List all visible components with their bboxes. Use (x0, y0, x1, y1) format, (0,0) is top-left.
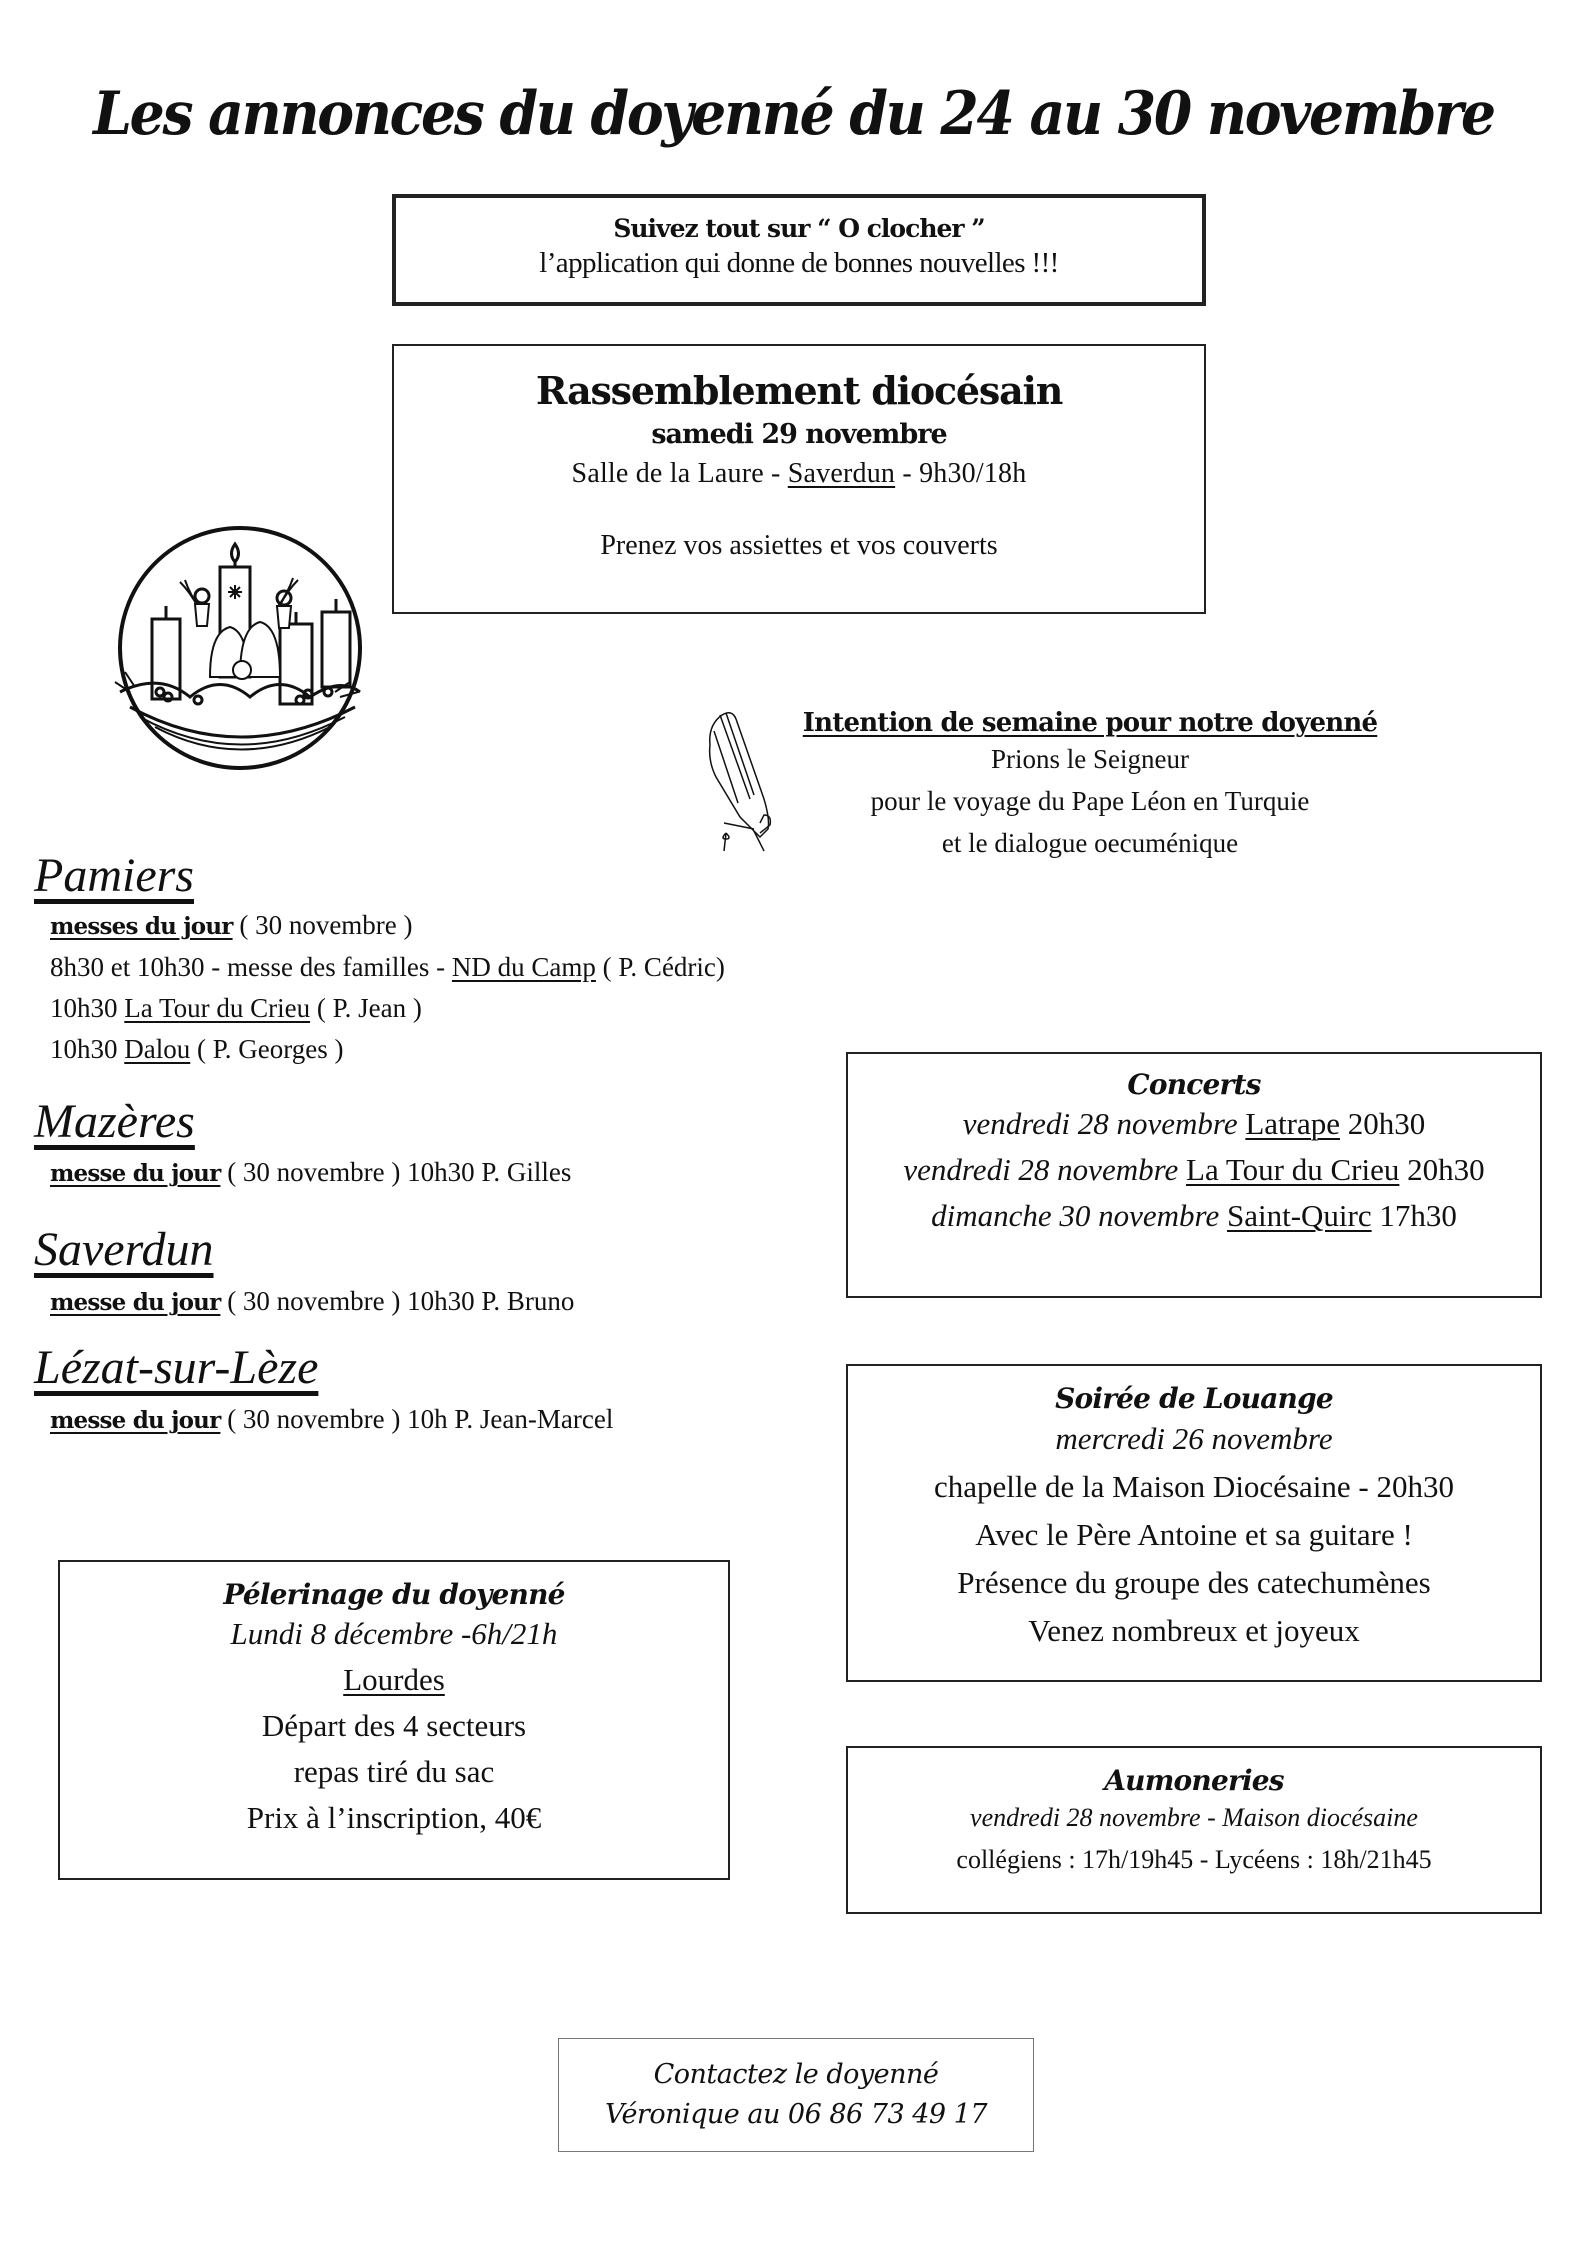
concert-row (848, 1147, 1540, 1193)
pelerinage-box (58, 1560, 730, 1880)
intention-block (790, 708, 1390, 864)
aumoneries-box (846, 1746, 1542, 1914)
parish-saverdun-heading: Saverdun (34, 1223, 214, 1276)
pelerinage-date: Lundi 8 décembre -6h/21h (230, 1616, 558, 1651)
mass-label: messes du jour (50, 913, 233, 940)
louange-line: chapelle de la Maison Diocésaine - 20h30 (934, 1469, 1454, 1504)
oclocher-line-2: l’application qui donne de bonnes nouvelles !!! (539, 247, 1059, 279)
rassemblement-title: Rassemblement diocésain (535, 368, 1063, 413)
louange-date: mercredi 26 novembre (1055, 1421, 1333, 1456)
intention-line: pour le voyage du Pape Léon en Turquie (870, 786, 1310, 816)
rassemblement-date: samedi 29 novembre (651, 419, 947, 450)
time-text: - 9h30/18h (895, 458, 1027, 489)
parish-lezat-heading: Lézat-sur-Lèze (34, 1341, 319, 1394)
concert-place: Latrape (1245, 1106, 1341, 1141)
louange-line: Avec le Père Antoine et sa guitare ! (975, 1517, 1413, 1552)
mass-details: ( 30 novembre ) 10h P. Jean-Marcel (220, 1404, 614, 1434)
pelerinage-line: repas tiré du sac (293, 1754, 495, 1789)
contact-box (558, 2038, 1034, 2152)
concert-date: dimanche 30 novembre (931, 1198, 1227, 1233)
pamiers-mass-line (50, 993, 422, 1024)
oclocher-line-1: Suivez tout sur “ O clocher ” (613, 214, 985, 243)
intention-heading: Intention de semaine pour notre doyenné (802, 708, 1378, 738)
praying-hands-icon (702, 705, 780, 853)
concert-date: vendredi 28 novembre (903, 1152, 1187, 1187)
place-text: Salle de la Laure - (571, 458, 788, 489)
mass-time: 10h30 (50, 993, 125, 1023)
rassemblement-box (392, 344, 1206, 614)
rassemblement-place (394, 458, 1204, 490)
location-link: ND du Camp (451, 952, 596, 982)
rassemblement-note: Prenez vos assiettes et vos couverts (600, 530, 998, 561)
mass-date: ( 30 novembre ) (232, 910, 413, 940)
priest: ( P. Cédric) (595, 952, 725, 982)
intention-line: Prions le Seigneur (991, 744, 1189, 774)
concert-row (848, 1193, 1540, 1239)
mass-time: 8h30 et 10h30 - messe des familles - (50, 952, 452, 982)
concert-date: vendredi 28 novembre (962, 1106, 1246, 1141)
concert-place: La Tour du Crieu (1186, 1152, 1400, 1187)
pelerinage-title: Pélerinage du doyenné (223, 1578, 565, 1611)
mass-time: 10h30 (50, 1034, 125, 1064)
pamiers-mass-line (50, 1034, 343, 1065)
concerts-box (846, 1052, 1542, 1298)
location-link: Dalou (124, 1034, 191, 1064)
lezat-mass-line (50, 1404, 613, 1435)
parish-mazeres-heading: Mazères (34, 1095, 195, 1148)
intention-line: et le dialogue oecuménique (941, 828, 1239, 858)
aumoneries-title: Aumoneries (1104, 1764, 1284, 1797)
priest: ( P. Georges ) (190, 1034, 344, 1064)
location-link: La Tour du Crieu (124, 993, 311, 1023)
concert-time: 17h30 (1371, 1198, 1457, 1233)
contact-phone: Véronique au 06 86 73 49 17 (604, 2099, 988, 2130)
place-link-saverdun: Saverdun (787, 458, 896, 489)
saverdun-mass-line (50, 1286, 574, 1317)
concert-time: 20h30 (1340, 1106, 1426, 1141)
concerts-title: Concerts (1127, 1068, 1261, 1101)
pamiers-mass-header (50, 910, 413, 941)
mass-label: messe du jour (50, 1160, 221, 1187)
pelerinage-line: Prix à l’inscription, 40€ (246, 1800, 542, 1835)
aumoneries-date: vendredi 28 novembre - Maison diocésaine (970, 1803, 1418, 1832)
louange-line: Présence du groupe des catechumènes (957, 1565, 1431, 1600)
mass-label: messe du jour (50, 1407, 221, 1434)
mass-details: ( 30 novembre ) 10h30 P. Bruno (220, 1286, 575, 1316)
concert-time: 20h30 (1399, 1152, 1485, 1187)
place-link-lourdes: Lourdes (343, 1662, 445, 1697)
mass-label: messe du jour (50, 1289, 221, 1316)
louange-line: Venez nombreux et joyeux (1028, 1613, 1360, 1648)
page-title: Les annonces du doyenné du 24 au 30 novembre (93, 79, 1494, 149)
mazeres-mass-line (50, 1157, 571, 1188)
pelerinage-line: Départ des 4 secteurs (261, 1708, 527, 1743)
concert-row (848, 1101, 1540, 1147)
concert-place: Saint-Quirc (1226, 1198, 1372, 1233)
pelerinage-place (60, 1657, 728, 1703)
parish-pamiers-heading: Pamiers (34, 849, 194, 902)
oclocher-app-box (392, 194, 1206, 306)
louange-box (846, 1364, 1542, 1682)
louange-title: Soirée de Louange (1055, 1382, 1333, 1415)
pamiers-mass-line (50, 952, 725, 983)
mass-details: ( 30 novembre ) 10h30 P. Gilles (220, 1157, 572, 1187)
advent-wreath-icon (100, 522, 375, 774)
aumoneries-hours: collégiens : 17h/19h45 - Lycéens : 18h/21h45 (956, 1845, 1432, 1874)
priest: ( P. Jean ) (310, 993, 422, 1023)
contact-line-1: Contactez le doyenné (653, 2059, 939, 2090)
